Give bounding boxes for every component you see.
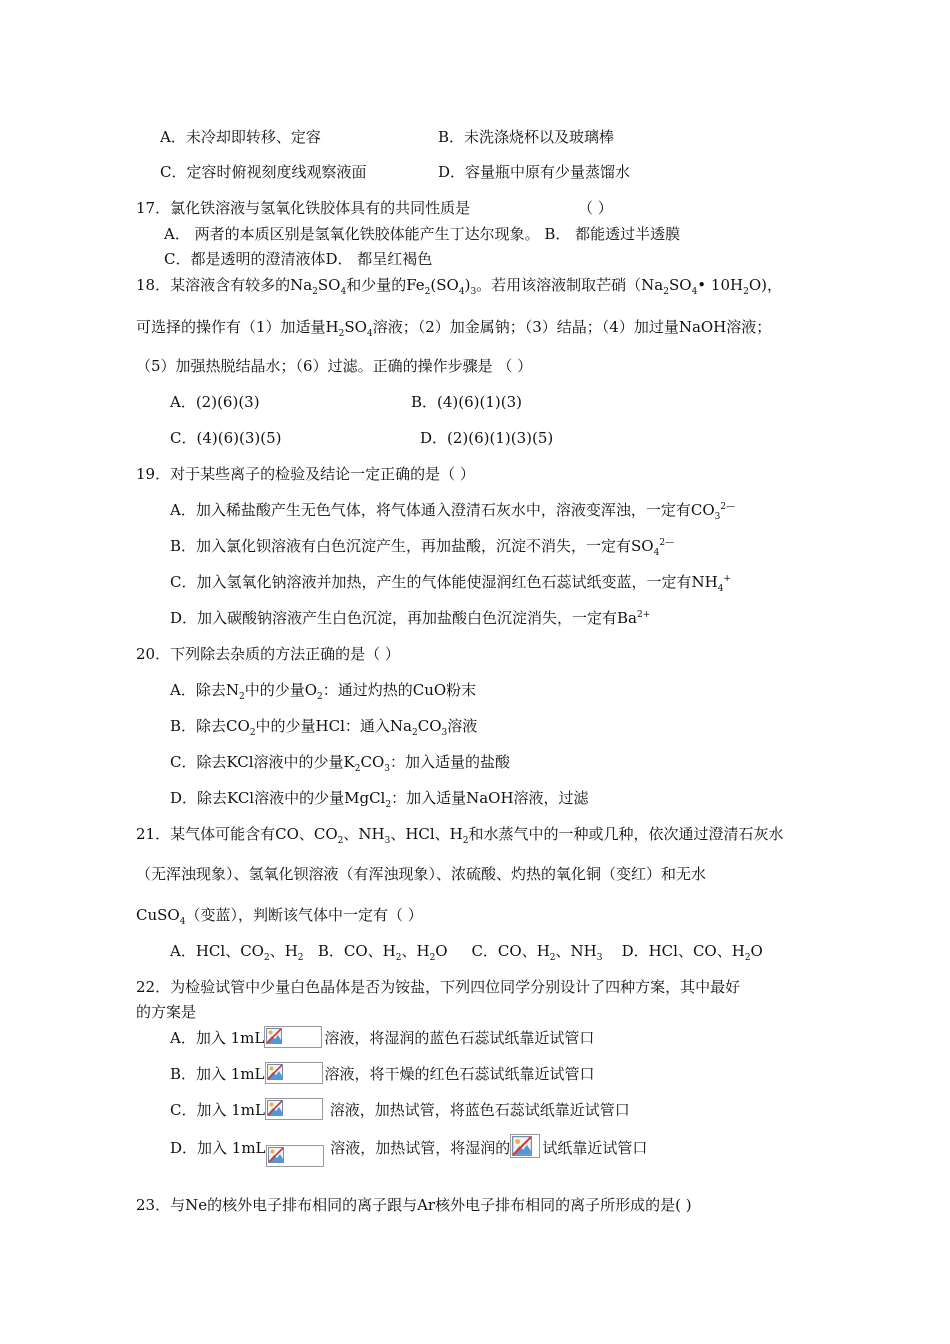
subscript: 2	[744, 953, 751, 963]
subscript: 3	[384, 836, 391, 846]
subscript: 4	[366, 329, 373, 339]
q20-stem: 20．下列除去杂质的方法正确的是（ ）	[136, 645, 400, 663]
text: D．HCl、CO、H	[621, 942, 745, 960]
q20-option-c	[170, 752, 510, 772]
q20-option-a	[170, 680, 476, 700]
q21-stem-line3	[136, 905, 423, 925]
text: D．加入 1mL	[170, 1139, 266, 1157]
subscript: 2	[354, 764, 361, 774]
subscript: 2	[312, 287, 318, 297]
q18-option-c: C．(4)(6)(3)(5)	[170, 429, 282, 447]
subscript: 3	[470, 287, 477, 297]
text: C．加入氢氧化钠溶液并加热，产生的气体能使湿润红色石蕊试纸变蓝，一定有NH	[170, 573, 718, 591]
text: 21．某气体可能含有CO、CO	[136, 825, 338, 843]
q18-option-d: D．(2)(6)(1)(3)(5)	[420, 429, 554, 447]
q19-option-a	[170, 500, 735, 520]
subscript: 4	[653, 548, 660, 558]
q22-option-a	[170, 1026, 594, 1048]
text: 中的少量O	[244, 681, 318, 699]
superscript: 2—	[659, 538, 675, 548]
broken-image-icon	[510, 1134, 540, 1158]
q19-option-c	[170, 572, 731, 592]
text: ：加入适量NaOH溶液，过滤	[391, 789, 589, 807]
subscript: 4	[340, 287, 347, 297]
q19-option-d	[170, 608, 650, 628]
subscript: 2	[317, 692, 323, 702]
subscript: 4	[691, 287, 698, 297]
text: A．加入稀盐酸产生无色气体，将气体通入澄清石灰水中，溶液变浑浊，一定有CO	[170, 501, 715, 519]
text: 、H	[269, 942, 298, 960]
subscript: 3	[714, 512, 721, 522]
text: SO	[317, 276, 341, 294]
superscript: 2+	[637, 610, 651, 620]
text: D．除去KCl溶液中的少量MgCl	[170, 789, 386, 807]
text: 溶液，将湿润的蓝色石蕊试纸靠近试管口	[324, 1029, 595, 1047]
q22-stem-line2: 的方案是	[136, 1003, 197, 1021]
text: SO	[668, 276, 692, 294]
q16-option-b: B．未洗涤烧杯以及玻璃棒	[438, 128, 615, 146]
q22-option-b	[170, 1062, 595, 1084]
q16-option-a: A．未冷却即转移、定容	[160, 128, 321, 146]
text: 、NH	[555, 942, 597, 960]
text: 溶液，加热试管，将湿润的	[325, 1139, 511, 1157]
superscript: +	[723, 574, 731, 584]
q20-option-b	[170, 716, 477, 736]
subscript: 3	[596, 953, 603, 963]
text: C．CO、H	[471, 942, 550, 960]
q16-option-c: C．定容时俯视刻度线观察液面	[160, 163, 367, 181]
q17-stem	[136, 198, 470, 218]
text: (SO	[430, 276, 459, 294]
text: B．加入氯化钡溶液有白色沉淀产生，再加盐酸，沉淀不消失，一定有SO	[170, 537, 654, 555]
broken-image-icon	[264, 1026, 322, 1048]
text: （变蓝），判断该气体中一定有（ ）	[185, 906, 423, 924]
q20-option-d	[170, 788, 589, 808]
text: CO	[417, 717, 442, 735]
text: 和少量的Fe	[346, 276, 425, 294]
text: B．除去CO	[170, 717, 250, 735]
q19-stem: 19．对于某些离子的检验及结论一定正确的是（ ）	[136, 465, 475, 483]
subscript: 2	[549, 953, 556, 963]
q21-option-d	[621, 942, 763, 963]
text: A．加入 1mL	[170, 1029, 265, 1047]
text: 溶液，将干燥的红色石蕊试纸靠近试管口	[324, 1065, 595, 1083]
text: CuSO	[136, 906, 180, 924]
q18-stem-line2	[136, 317, 771, 337]
subscript: 2	[462, 836, 469, 846]
text: 可选择的操作有（1）加适量H	[136, 318, 339, 336]
text: 、HCl、H	[390, 825, 463, 843]
subscript: 2	[263, 953, 270, 963]
q18-option-b: B．(4)(6)(1)(3)	[411, 393, 523, 411]
subscript: 2	[249, 728, 256, 738]
subscript: 3	[384, 764, 391, 774]
text: O	[750, 942, 763, 960]
text: CO	[360, 753, 385, 771]
text: 溶液	[447, 717, 478, 735]
q21-options	[170, 941, 763, 961]
q17-options-cd: C．都是透明的澄清液体D． 都呈红褐色	[164, 250, 433, 268]
text: 、NH	[343, 825, 385, 843]
subscript: 2	[385, 800, 392, 810]
q17-answer-paren: （ ）	[578, 199, 613, 217]
text: 溶液，加热试管，将蓝色石蕊试纸靠近试管口	[324, 1101, 630, 1119]
q23-stem: 23．与Ne的核外电子排布相同的离子跟与Ar核外电子排布相同的离子所形成的是( )	[136, 1196, 692, 1214]
subscript: 3	[441, 728, 448, 738]
q18-stem-line3: （5）加强热脱结晶水；（6）过滤。正确的操作步骤是 （ ）	[136, 357, 533, 375]
broken-image-icon	[265, 1062, 323, 1084]
text: 、H	[401, 942, 430, 960]
text: B．CO、H	[317, 942, 396, 960]
text: 18．某溶液含有较多的Na	[136, 276, 313, 294]
superscript: 2—	[720, 502, 736, 512]
q22-stem-line1: 22．为检验试管中少量白色晶体是否为铵盐，下列四位同学分别设计了四种方案，其中最好	[136, 978, 741, 996]
text: )	[464, 276, 471, 294]
text: ：通过灼热的CuO粉末	[322, 681, 477, 699]
text: O	[435, 942, 448, 960]
q22-option-d	[170, 1134, 647, 1167]
broken-image-icon	[265, 1098, 323, 1120]
text: 和水蒸气中的一种或几种，依次通过澄清石灰水	[468, 825, 784, 843]
subscript: 2	[743, 287, 749, 297]
subscript: 4	[717, 584, 724, 594]
q21-option-c	[471, 942, 603, 963]
subscript: 2	[297, 953, 304, 963]
text: O)，	[748, 276, 782, 294]
text: A．除去N	[170, 681, 239, 699]
subscript: 2	[663, 287, 669, 297]
subscript: 2	[337, 836, 344, 846]
subscript: 2	[338, 329, 345, 339]
subscript: 2	[395, 953, 402, 963]
q19-option-b	[170, 536, 674, 556]
subscript: 2	[429, 953, 436, 963]
text: SO	[344, 318, 367, 336]
text: B．加入 1mL	[170, 1065, 265, 1083]
subscript: 2	[424, 287, 431, 297]
text: A．HCl、CO	[170, 942, 264, 960]
q16-option-d: D．容量瓶中原有少量蒸馏水	[438, 163, 631, 181]
subscript: 4	[179, 917, 186, 927]
q21-option-a	[170, 942, 304, 963]
q17-options-ab: A． 两者的本质区别是氢氧化铁胶体能产生丁达尔现象。 B． 都能透过半透膜	[164, 225, 681, 243]
q21-option-b	[317, 942, 448, 963]
text: 试纸靠近试管口	[542, 1139, 648, 1157]
broken-image-icon	[266, 1145, 324, 1167]
subscript: 4	[458, 287, 465, 297]
text: • 10H	[697, 276, 744, 294]
q21-stem-line2: （无浑浊现象）、氢氧化钡溶液（有浑浊现象）、浓硫酸、灼热的氧化铜（变红）和无水	[136, 865, 707, 883]
q17-stem-text: 17．氯化铁溶液与氢氧化铁胶体具有的共同性质是	[136, 199, 471, 217]
text: C．加入 1mL	[170, 1101, 265, 1119]
text: D．加入碳酸钠溶液产生白色沉淀，再加盐酸白色沉淀消失，一定有Ba	[170, 609, 637, 627]
q18-option-a: A．(2)(6)(3)	[170, 393, 260, 411]
subscript: 2	[238, 692, 245, 702]
text: 溶液；（2）加金属钠；（3）结晶；（4）加过量NaOH溶液；	[372, 318, 772, 336]
text: 。若用该溶液制取芒硝（Na	[476, 276, 664, 294]
q21-stem-line1	[136, 824, 784, 844]
subscript: 2	[411, 728, 418, 738]
text: C．除去KCl溶液中的少量K	[170, 753, 355, 771]
q18-stem-line1	[136, 275, 782, 295]
text: ：加入适量的盐酸	[390, 753, 511, 771]
q22-option-c	[170, 1098, 630, 1120]
text: 中的少量HCl：通入Na	[255, 717, 412, 735]
